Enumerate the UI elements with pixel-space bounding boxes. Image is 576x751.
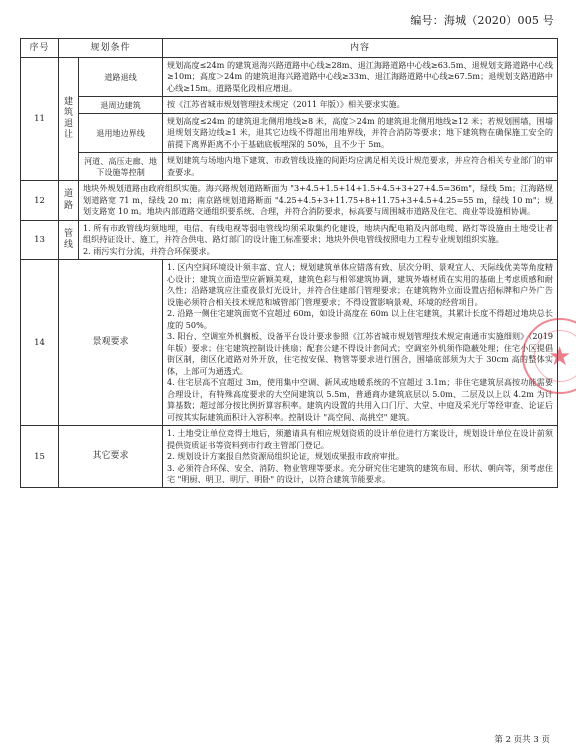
table-header-row	[21, 39, 558, 58]
condition-content: 规划高度≤24m 的建筑退海兴路道路中心线≥28m、退江海路道路中心线≥63.5m、退规划支路道路中心线≥10m；高度＞24m 的建筑退海兴路道路中心线≥33m、退江海路道路中心线≥67.5m；退规划支路道路中心线≥15m。道路渠化段相应增退。	[163, 58, 558, 97]
condition-content	[163, 426, 558, 488]
content-item: 2. 沿路一侧住宅建筑面宽不宜超过 60m，如设计高度在 60m 以上住宅建筑，其累计长度不得超过地块总长度的 50%。	[167, 308, 553, 330]
header-seq: 序号	[21, 39, 59, 58]
content-item: 3. 必须符合环保、安全、消防、物业管理等要求。充分研究住宅建筑的建筑布局、形状、朝向等，须考虑住宅 "明厨、明卫、明厅、明卧" 的设计，以符合建筑节能要求。	[167, 462, 553, 484]
table-row	[21, 58, 558, 97]
table-row	[21, 260, 558, 426]
content-item: 4. 住宅层高不宜超过 3m，使用集中空调、新风或地暖系统的不宜超过 3.1m；非住宅建筑层高按功能需要合理设计，有特殊高度要求的大空间建筑以 5.5m，普通商办建筑底层以 5.0m、二层及以上以 4.2m 为计算基数；超过部分按比例折算容积率。建筑内设置的共用入口门厅、大堂、中庭及采光厅等经审查、论证后可按其实际建筑面积计入容积率。控制设计 "高空间、高挑空" 建筑。	[167, 377, 553, 422]
content-item: 2. 规划设计方案报自然资源局组织论证，规划成果报市政府审批。	[167, 451, 404, 462]
row-seq: 12	[21, 181, 59, 220]
document-number: 编号：海城（2020）005 号	[410, 14, 554, 27]
content-item: 1. 所有市政管线均须地埋，电信、有线电视等弱电管线均须采取集约化建设，地块内配电箱及内部电缆、路灯等设施由土地受让者组织持证设计、施工，并符合供电、路灯部门的设计施工标准要求；地块外供电管线按照电力工程专业规划组织实施。	[83, 222, 553, 245]
row-seq: 15	[21, 426, 59, 488]
sub-condition: 退用地边界线	[79, 113, 163, 152]
row-seq: 14	[21, 260, 59, 426]
content-item: 1. 区内空间环境设计须丰富、宜人；规划建筑单体应错落有致、层次分明、景观宜人、天际线优美等角度精心设计；建筑立面造型应新颖美观，建筑色彩与相邻建筑协调，建筑外墙材质在实用的基础上考虑质感和耐久性；沿路建筑应注重夜景灯光设计，并符合住建部门管理要求；在建筑物外立面设置店招标牌和户外广告设施必须符合相关技术规范和城管部门管理要求；不得设置影响景观、环境的经营项目。	[167, 262, 553, 307]
table-row	[21, 113, 558, 152]
row-category: 道路	[59, 181, 79, 220]
table-row	[21, 97, 558, 113]
condition-content	[163, 260, 558, 426]
condition-content: 地块外规划道路由政府组织实施。海兴路规划道路断面为 "3+4.5+1.5+14+1.5+4.5+3+27+4.5=36m"，绿线 5m；江海路规划道路宽 71 m，绿线 20 m；南京路规划道路断面 "4.25+4.5+3+11.75+8+11.75+3+4.5+4.25=55 m，绿线 10 m"；规划支路宽 10 m。地块内部道路交通组织要系统、合理，并符合消防要求，标高要与周围城市道路及住宅、商业等设施相协调。	[79, 181, 558, 220]
sub-condition: 河道、高压走廊、地下设施等控制	[79, 153, 163, 181]
row-seq: 13	[21, 220, 59, 259]
table-row	[21, 426, 558, 488]
condition-content: 按《江苏省城市规划管理技术规定（2011 年版）》相关要求实施。	[163, 97, 558, 113]
seal-star-icon: ★	[548, 342, 572, 372]
condition-content: 规划高度≤24m 的建筑退北侧用地线≥8 米，高度＞24m 的建筑退北侧用地线≥12 米；若规划围墙，围墙退规划支路边线≥1 米，退其它边线不得超出用地界线，并符合消防等要求；地下建筑物在确保施工安全的前提下离界距离不小于基础底板埋深的 50%，且不少于 5m。	[163, 113, 558, 152]
sub-condition: 退周边建筑	[79, 97, 163, 113]
table-row	[21, 181, 558, 220]
page-number: 第 2 页共 3 页	[494, 735, 550, 745]
condition-content: 规划建筑与场地内地下建筑、市政管线设施的间距均应满足相关设计规范要求，并应符合相关专业部门的审查要求。	[163, 153, 558, 181]
condition-content	[79, 220, 558, 259]
content-item: 2. 雨污实行分流，并符合环保要求。	[83, 245, 215, 256]
content-item: 3. 阳台、空调室外机搁板、设备平台设计要求参照《江苏省城市规划管理技术规定南通市实施细则》（2019 年版）要求；住宅建筑控制设计挑扇；配套公建不得设计套间式；空调室外机须作隐蔽处理；住宅小区提倡街区制，街区化道路对外开放，住宅按安保、物管等要求进行围合，围墙底部须为大于 30cm 高的整体实体，上部可为通透式。	[167, 331, 553, 376]
table-row	[21, 153, 558, 181]
row-category: 其它要求	[59, 426, 163, 488]
row-seq: 11	[21, 58, 59, 181]
table-row	[21, 220, 558, 259]
row-category: 管线	[59, 220, 79, 259]
header-condition: 规划条件	[59, 39, 163, 58]
content-item: 1. 土地受让单位竞得土地后，须邀请具有相应规划资质的设计单位进行方案设计，规划设计单位在设计前须提供资质证书等资料到市行政主管部门登记。	[167, 428, 553, 450]
header-content: 内容	[163, 39, 558, 58]
row-category: 景观要求	[59, 260, 163, 426]
row-category: 建筑退让	[59, 58, 79, 181]
planning-conditions-table	[20, 38, 558, 488]
sub-condition: 道路退线	[79, 58, 163, 97]
